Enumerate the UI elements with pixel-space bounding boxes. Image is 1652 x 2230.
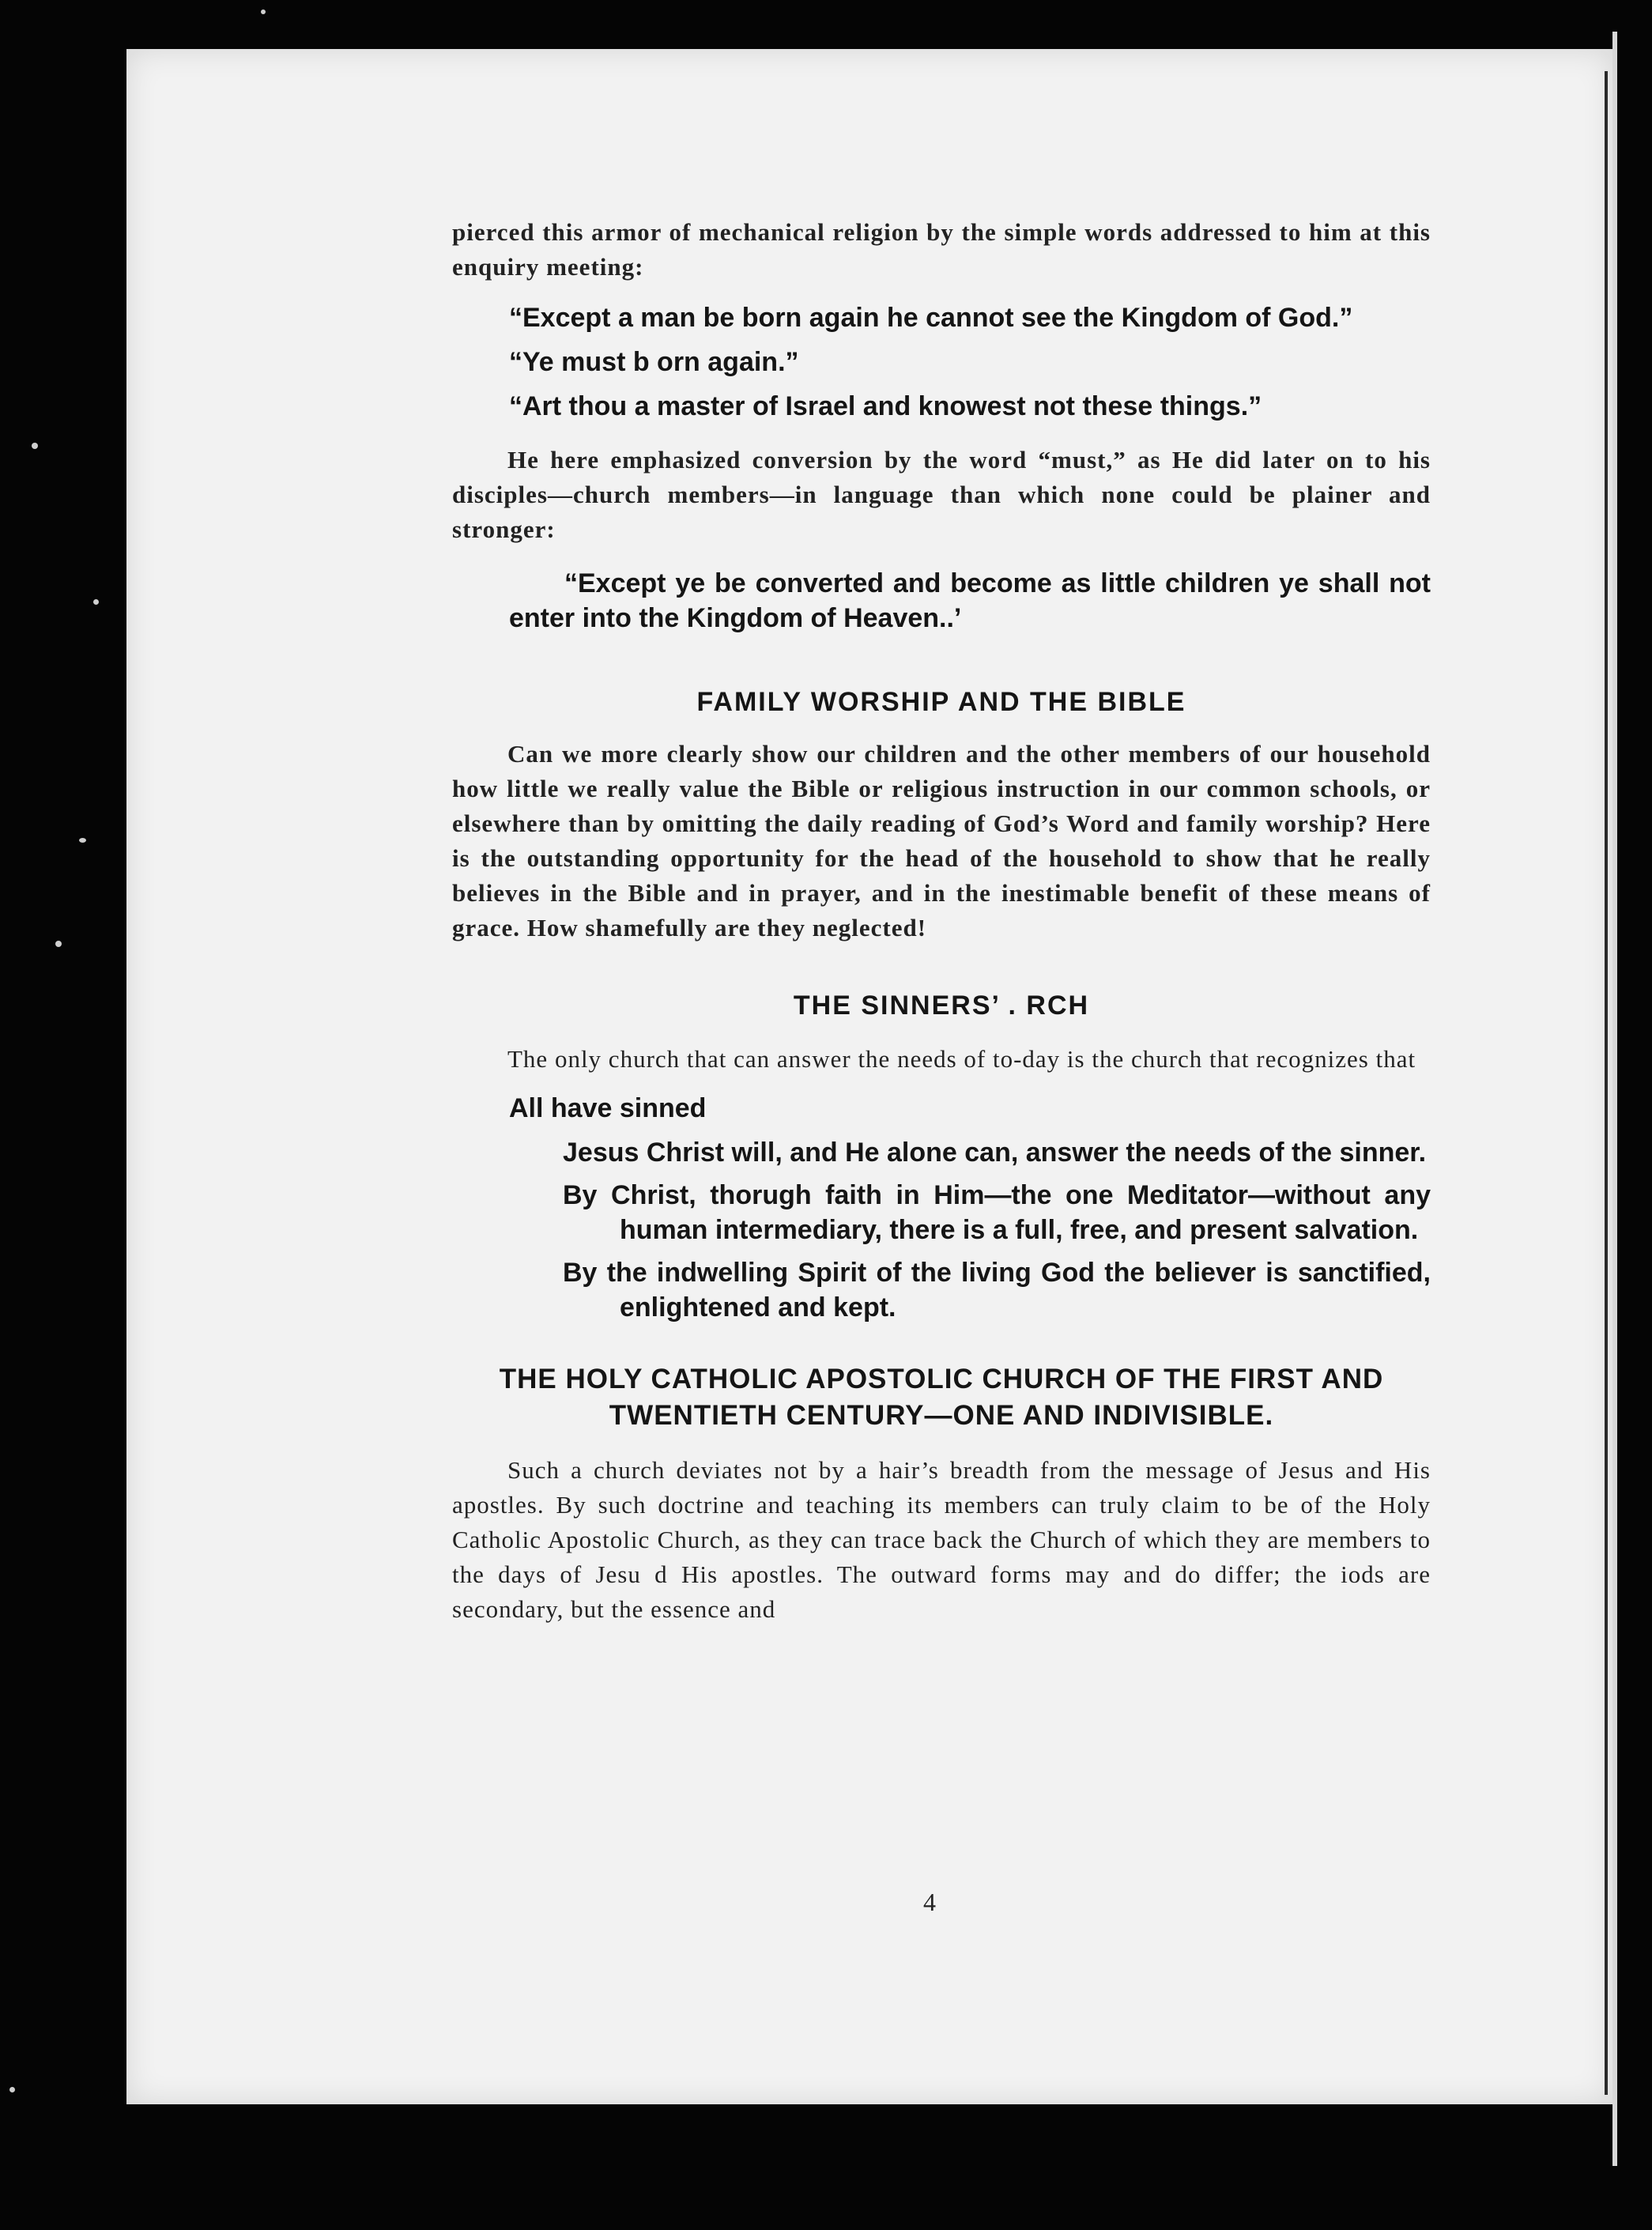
list-item: Jesus Christ will, and He alone can, answer the needs of the sinner.	[563, 1138, 1427, 1168]
scripture-quote: “Ye must b orn again.”	[509, 347, 799, 377]
scan-speck	[9, 2087, 15, 2092]
scan-speck	[261, 9, 266, 14]
converted-quote: “Except ye be converted and become as little children ye shall not enter into the Kingdom of Heaven..’	[509, 568, 1431, 633]
section-heading-family-worship: FAMILY WORSHIP AND THE BIBLE	[696, 687, 1186, 717]
adjacent-page-edge	[1612, 32, 1617, 2166]
sinners-church-intro: The only church that can answer the needs of to-day is the church that recognizes that	[507, 1045, 1416, 1073]
scan-speck	[55, 941, 62, 947]
page-number: 4	[923, 1888, 936, 1916]
text-column	[452, 215, 1431, 1627]
opening-paragraph: pierced this armor of mechanical religion by the simple words addressed to him at this enquiry meeting:	[452, 218, 1431, 281]
section-heading-holy-catholic-line2: TWENTIETH CENTURY—ONE AND INDIVISIBLE.	[609, 1400, 1274, 1431]
section-heading-sinners-church: THE SINNERS’ . RCH	[793, 990, 1090, 1021]
holy-catholic-paragraph: Such a church deviates not by a hair’s breadth from the message of Jesus and His apostles. By such doctrine and teaching its members can truly claim to be of the Holy Catholic Apostolic Church, as they can trace back the Church of which they are members to the days of Jesu d His apostles. The outward forms may and do differ; the iods are secondary, but the essence and	[452, 1456, 1431, 1623]
scan-speck	[93, 599, 99, 605]
scan-speck	[32, 443, 38, 449]
page-border-line	[1605, 71, 1608, 2095]
conversion-paragraph: He here emphasized conversion by the word “must,” as He did later on to his disciples—church members—in language than which none could be plainer and stronger:	[452, 446, 1431, 543]
scripture-quotes	[509, 300, 1431, 424]
scripture-quote: “Except a man be born again he cannot see the Kingdom of God.”	[509, 303, 1353, 333]
scan-speck	[79, 838, 86, 843]
section-heading-holy-catholic-line1: THE HOLY CATHOLIC APOSTOLIC CHURCH OF THE FIRST AND	[499, 1364, 1384, 1394]
list-item: By the indwelling Spirit of the living God the believer is sanctified, enlightened and kept.	[563, 1258, 1431, 1323]
scripture-quote: “Art thou a master of Israel and knowest not these things.”	[509, 391, 1262, 421]
list-item: All have sinned	[509, 1093, 707, 1123]
list-item: By Christ, thorugh faith in Him—the one Meditator—without any human intermediary, there is a full, free, and present salvation.	[563, 1180, 1431, 1245]
family-worship-paragraph: Can we more clearly show our children and the other members of our household how little we really value the Bible or religious instruction in our common schools, or elsewhere than by omitting the daily reading of God’s Word and family worship? Here is the outstanding opportunity for the head of the household to show that he really believes in the Bible and in prayer, and in the inestimable benefit of these means of grace. How shamefully are they neglected!	[452, 740, 1431, 941]
